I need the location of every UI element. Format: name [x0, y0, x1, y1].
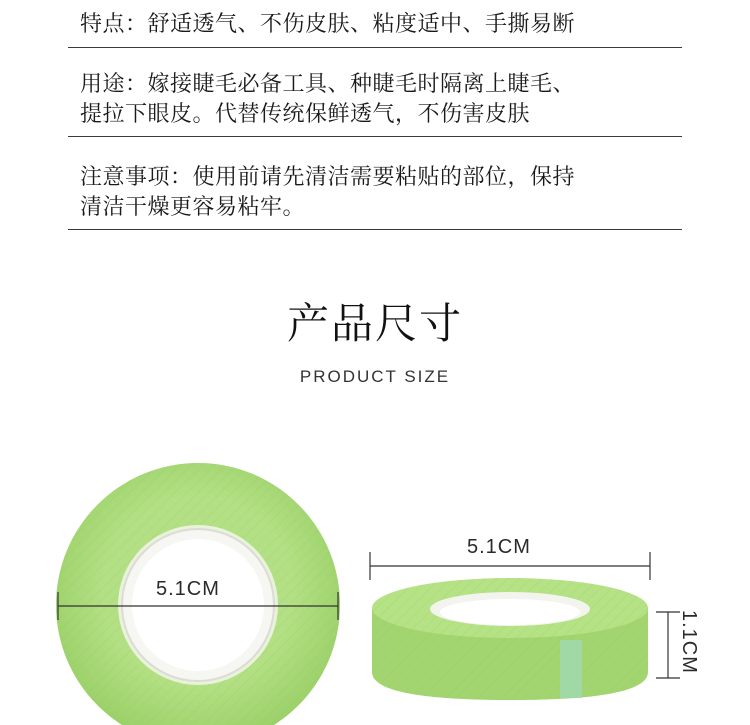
diameter-label-side: 5.1CM: [467, 536, 531, 558]
diameter-label-front: 5.1CM: [156, 578, 220, 600]
size-title: 产品尺寸: [286, 299, 463, 348]
feature-notes-line-2: 清洁干燥更容易粘牢。: [80, 195, 306, 220]
feature-notes-line-1: 注意事项：使用前请先清洁需要粘贴的部位，保持: [80, 165, 576, 190]
tape-roll-side: [372, 578, 648, 700]
size-subtitle: PRODUCT SIZE: [299, 367, 451, 386]
feature-usage-line-1: 用途：嫁接睫毛必备工具、种睫毛时隔离上睫毛、: [80, 72, 576, 97]
width-label-side: 1.1CM: [678, 610, 700, 674]
feature-features: 特点：舒适透气、不伤皮肤、粘度适中、手撕易断: [80, 12, 576, 37]
feature-usage-line-2: 提拉下眼皮。代替传统保鲜透气，不伤害皮肤: [80, 102, 531, 127]
